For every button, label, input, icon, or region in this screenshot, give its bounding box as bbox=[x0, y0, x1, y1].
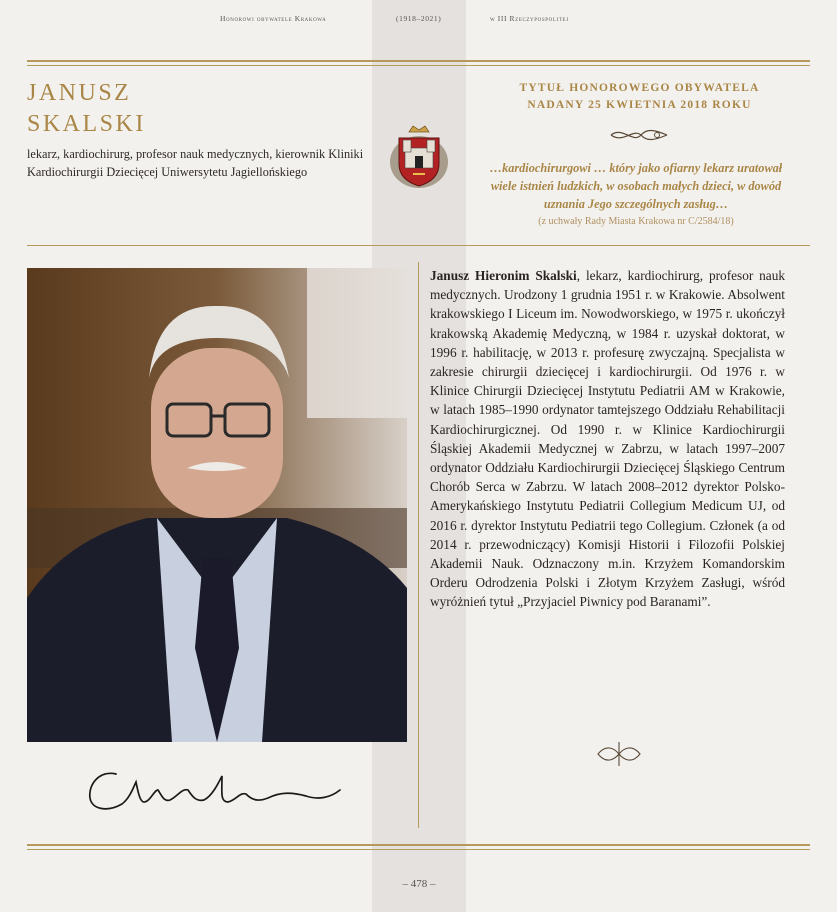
bio-body: , lekarz, kardiochirurg, profesor nauk medycznych. Urodzony 1 grudnia 1951 r. w Krakowie. Absolwent krakowskiego I Liceum im. Nowodworskiego, w 1975 r. ukończył krakowską Akademię Medyczną, w 1984 r. uzyskał doktorat, w 1996 r. habilitację, w 2013 r. profesurę zwyczajną. Specjalista w zakresie chirurgii dziecięcej i kardiochirurgii. Od 1976 r. w Klinice Chirurgii Dziecięcej Instytutu Pediatrii AM w Krakowie, w latach 1985–1990 ordynator tamtejszego Oddziału Rehabilitacji Kardiochirurgicznej. Od 1990 r. w Klinice Kardiochirurgii Śląskiej Akademii Medycznej w Zabrzu, w latach 1997–2007 ordynator Oddziału Kardiochirurgii Dziecięcej Śląskiego Centrum Chorób Serca w Zabrzu. W latach 2008–2012 dyrektor Polsko-Amerykańskiego Instytutu Pediatrii Collegium Medicum UJ, od 2016 r. dyrektor Instytutu Pediatrii tego Collegium. Członek (a od 2014 r. przewodniczący) Komisji Historii i Filozofii Polskiej Akademii Nauk. Odznaczony m.in. Krzyżem Komandorskim Orderu Odrodzenia Polski i Złotym Krzyżem Zasługi, wśród wyróżnień tytuł „Przyjaciel Piwnicy pod Baranami”. bbox=[430, 268, 786, 610]
handwritten-signature bbox=[82, 762, 352, 818]
honor-title-line1: TYTUŁ HONOROWEGO OBYWATELA bbox=[519, 82, 760, 94]
ornament-flourish-icon bbox=[607, 124, 671, 146]
column-divider bbox=[418, 262, 419, 828]
honor-title-line2: NADANY 25 KWIETNIA 2018 ROKU bbox=[527, 99, 752, 111]
person-name bbox=[27, 78, 146, 140]
page-number: – 478 – bbox=[402, 878, 436, 890]
middle-rule bbox=[27, 245, 810, 246]
biography-text bbox=[430, 266, 785, 612]
first-name: JANUSZ bbox=[27, 80, 132, 106]
running-head-part: w III Rzeczypospolitej bbox=[490, 14, 569, 23]
portrait-photo bbox=[27, 268, 407, 742]
running-head-years: (1918–2021) bbox=[396, 14, 442, 23]
resolution-quote: …kardiochirurgowi … który jako ofiarny lekarz uratował wiele istnień ludzkich, w osobach małych dzieci, w dowód uznania Jego szczególnych zasług… bbox=[489, 161, 783, 211]
krakow-coat-of-arms-icon bbox=[387, 122, 451, 190]
person-description: lekarz, kardiochirurg, profesor nauk medycznych, kierownik Kliniki Kardiochirurgii Dziecięcej Uniwersytetu Jagiellońskiego bbox=[27, 147, 364, 179]
portrait-illustration bbox=[27, 268, 407, 742]
resolution-source: (z uchwały Rady Miasta Krakowa nr C/2584/18) bbox=[538, 216, 734, 227]
top-rule-thin bbox=[27, 65, 810, 66]
bottom-rule-thin bbox=[27, 849, 810, 850]
top-rule bbox=[27, 60, 810, 62]
honor-title bbox=[492, 80, 787, 114]
bottom-rule bbox=[27, 844, 810, 846]
bio-full-name: Janusz Hieronim Skalski bbox=[430, 268, 577, 283]
running-head-series: Honorowi obywatele Krakowa bbox=[220, 14, 327, 23]
end-ornament-icon bbox=[592, 740, 646, 768]
last-name: SKALSKI bbox=[27, 111, 146, 137]
